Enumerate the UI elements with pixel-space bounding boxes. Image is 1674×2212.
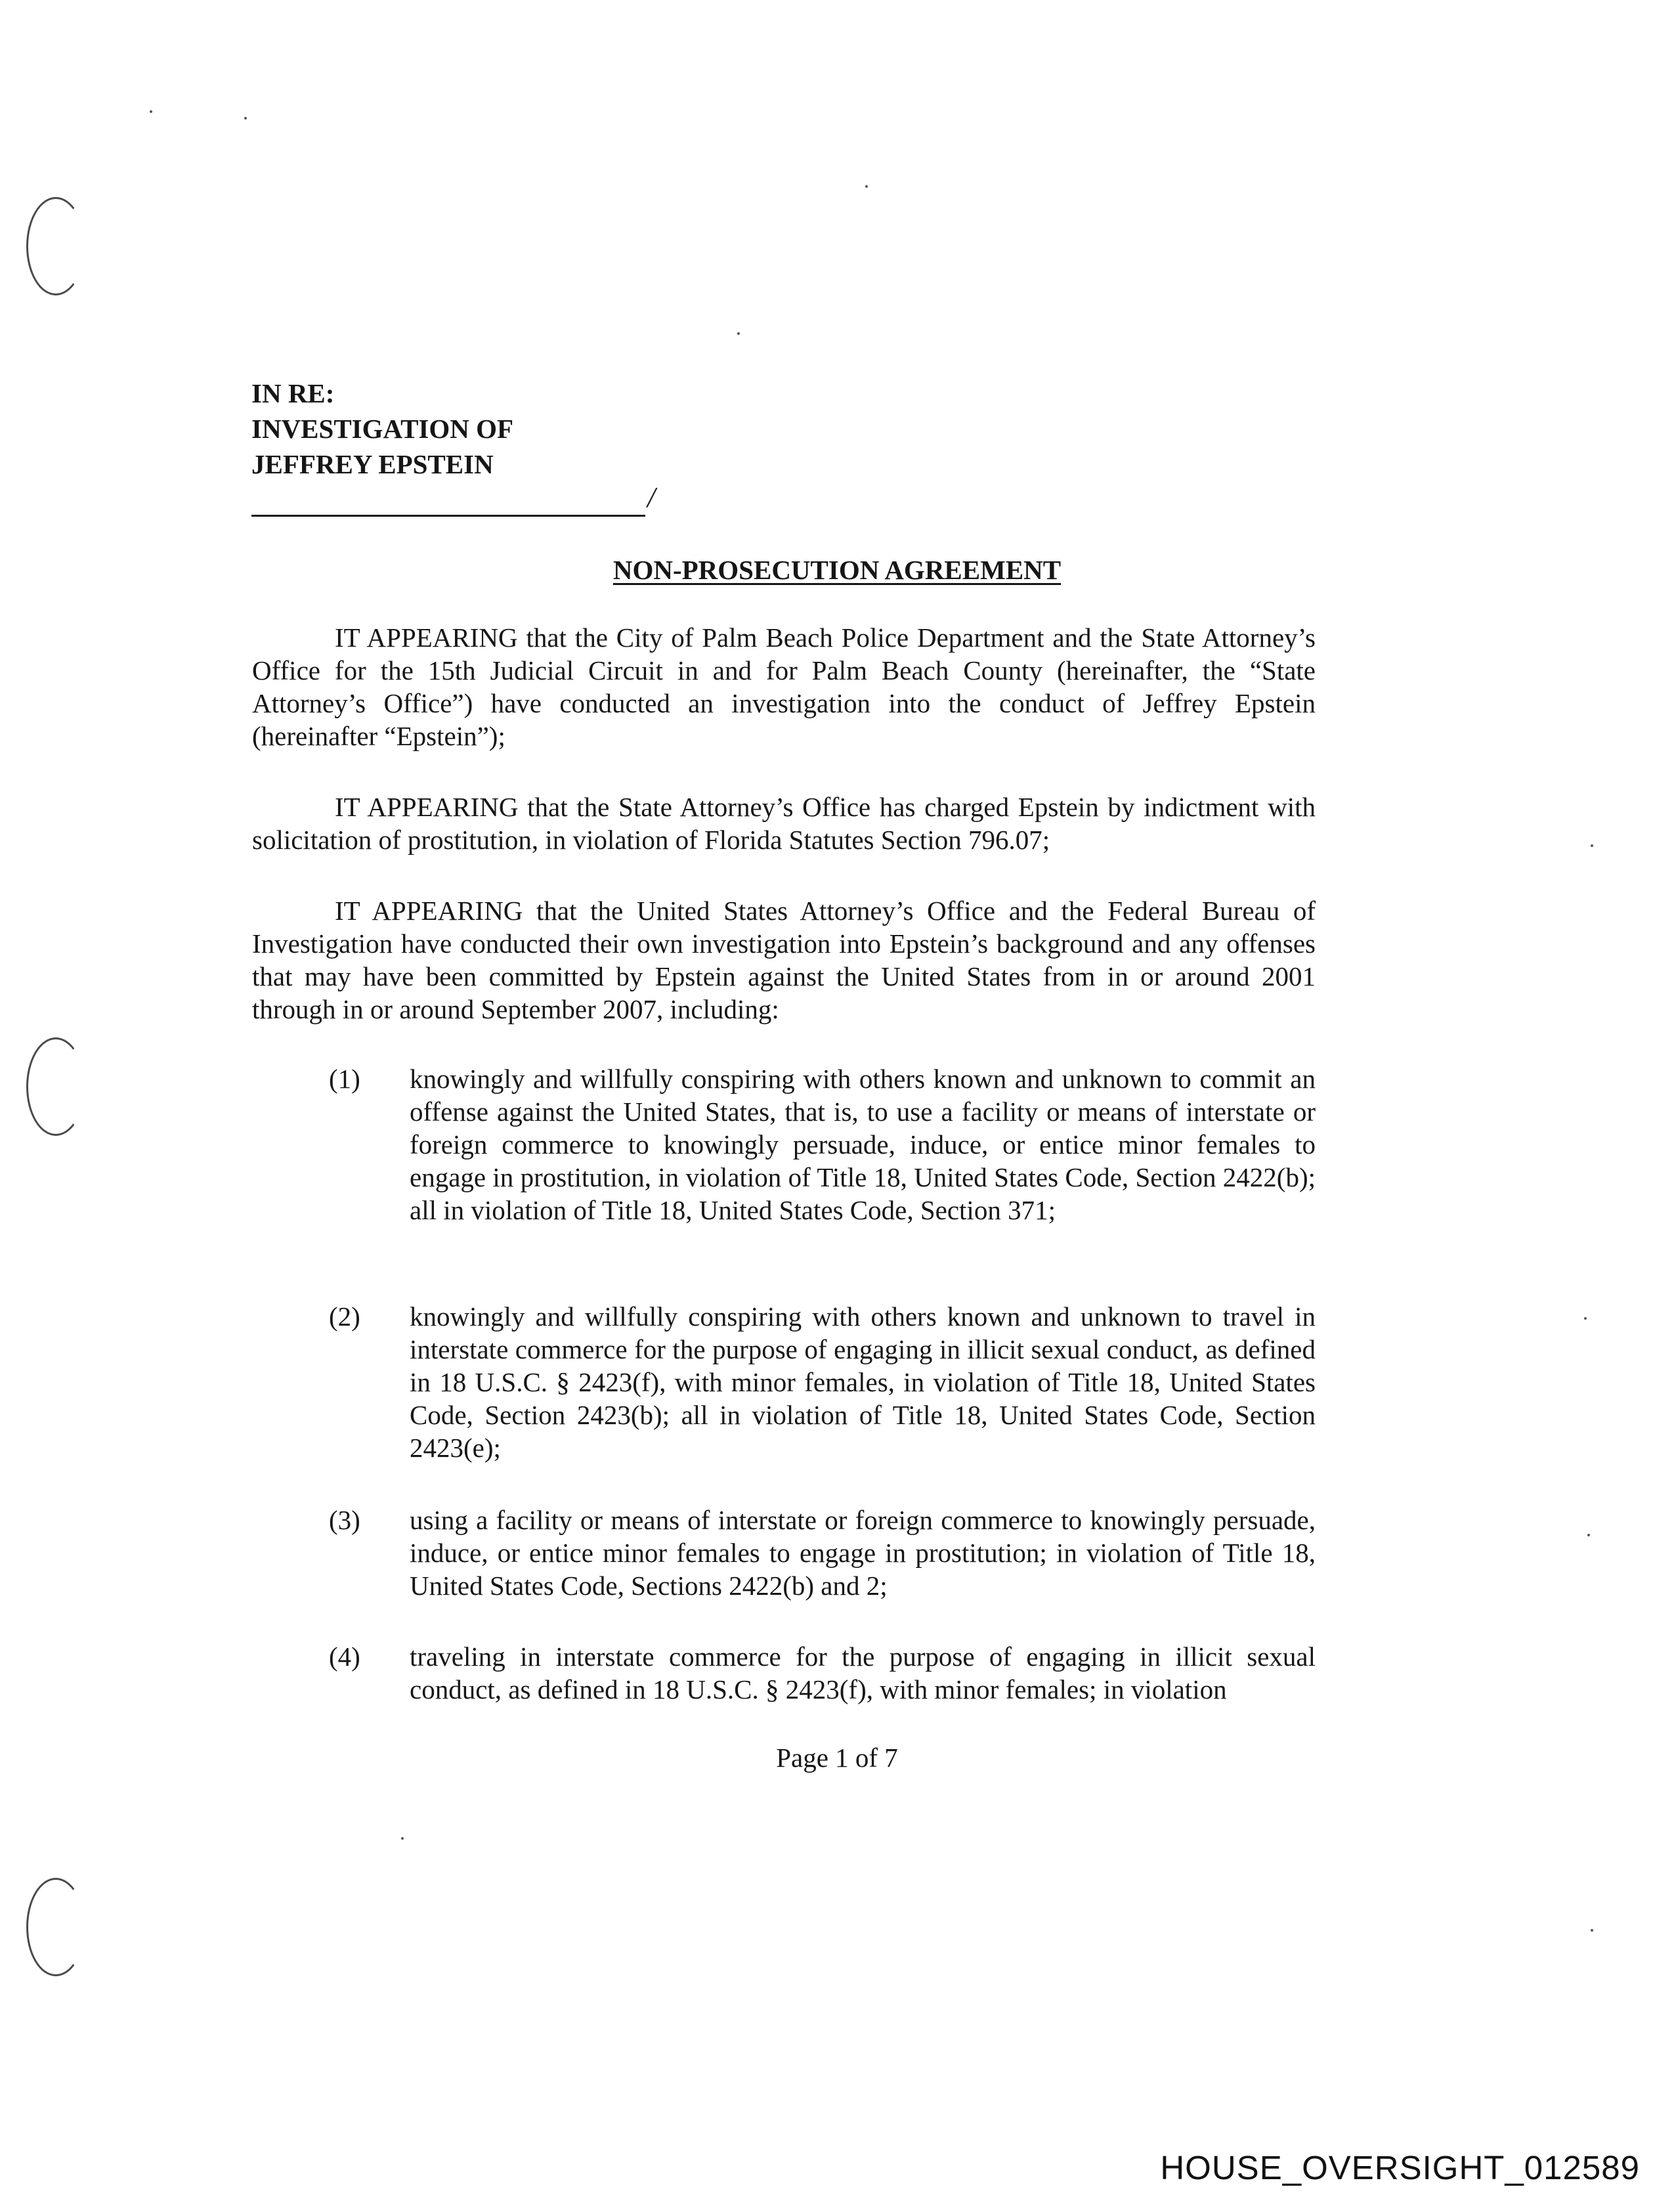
offense-item-number: (1) xyxy=(329,1064,360,1094)
bates-number: HOUSE_OVERSIGHT_012589 xyxy=(1160,2149,1640,2186)
offense-item-number: (3) xyxy=(329,1505,360,1535)
hole-punch-mark xyxy=(26,1037,85,1136)
hole-punch-mark xyxy=(26,1878,85,1976)
caption-underline xyxy=(251,515,645,517)
scan-speck xyxy=(1584,1317,1587,1320)
caption-slash: / xyxy=(647,481,656,513)
scan-speck xyxy=(865,185,868,188)
caption-in-re: IN RE: xyxy=(251,378,335,408)
case-caption xyxy=(251,376,513,482)
recital-paragraph-2: IT APPEARING that the State Attorney’s Office has charged Epstein by indictment with solicitation of prostitution, in violation of Florida Statutes Section 796.07; xyxy=(252,792,1316,855)
caption-investigation-of: INVESTIGATION OF xyxy=(251,414,514,444)
scan-speck xyxy=(1591,844,1593,847)
scan-speck xyxy=(1591,1929,1593,1932)
recital-paragraph-1: IT APPEARING that the City of Palm Beach Police Department and the State Attorney’s Office for the 15th Judicial Circuit in and for Palm Beach County (hereinafter, the “State Attorney’s Office”) have conducted an investigation into the conduct of Jeffrey Epstein (hereinafter “Epstein”); xyxy=(252,622,1316,751)
recital-paragraph-3: IT APPEARING that the United States Attorney’s Office and the Federal Bureau of Investigation have conducted their own investigation into Epstein’s background and any offenses that may have been committed by Epstein against the United States from in or around 2001 through in or around September 2007, including: xyxy=(252,896,1316,1024)
offense-item-text: using a facility or means of interstate or foreign commerce to knowingly persuade, induce, or entice minor females to engage in prostitution; in violation of Title 18, United States Code, Sections 2422(b) and 2; xyxy=(410,1505,1316,1601)
scan-speck xyxy=(150,110,152,113)
offense-item-text: knowingly and willfully conspiring with others known and unknown to commit an offense against the United States, that is, to use a facility or means of interstate or foreign commerce to knowingly persuade, induce, or entice minor females to engage in prostitution, in violation of Title 18, United States Code, Section 2422(b); all in violation of Title 18, United States Code, Section 371; xyxy=(410,1064,1316,1225)
scan-speck xyxy=(401,1837,404,1840)
offense-item-number: (2) xyxy=(329,1301,360,1332)
document-title: NON-PROSECUTION AGREEMENT xyxy=(612,555,1062,585)
offense-item-text: traveling in interstate commerce for the purpose of engaging in illicit sexual conduct, as defined in 18 U.S.C. § 2423(f), with minor females; in violation xyxy=(410,1641,1316,1704)
caption-subject-name: JEFFREY EPSTEIN xyxy=(251,449,494,479)
scan-speck xyxy=(737,332,740,335)
page-number: Page 1 of 7 xyxy=(776,1743,898,1773)
offense-item-number: (4) xyxy=(329,1641,360,1672)
offense-item-text: knowingly and willfully conspiring with others known and unknown to travel in interstate commerce for the purpose of engaging in illicit sexual conduct, as defined in 18 U.S.C. § 2423(f), with minor females, in violation of Title 18, United States Code, Section 2423(b); all in violation of Title 18, United States Code, Section 2423(e); xyxy=(410,1301,1316,1463)
scan-speck xyxy=(1587,1534,1590,1536)
scan-speck xyxy=(244,117,247,119)
hole-punch-mark xyxy=(26,197,85,295)
